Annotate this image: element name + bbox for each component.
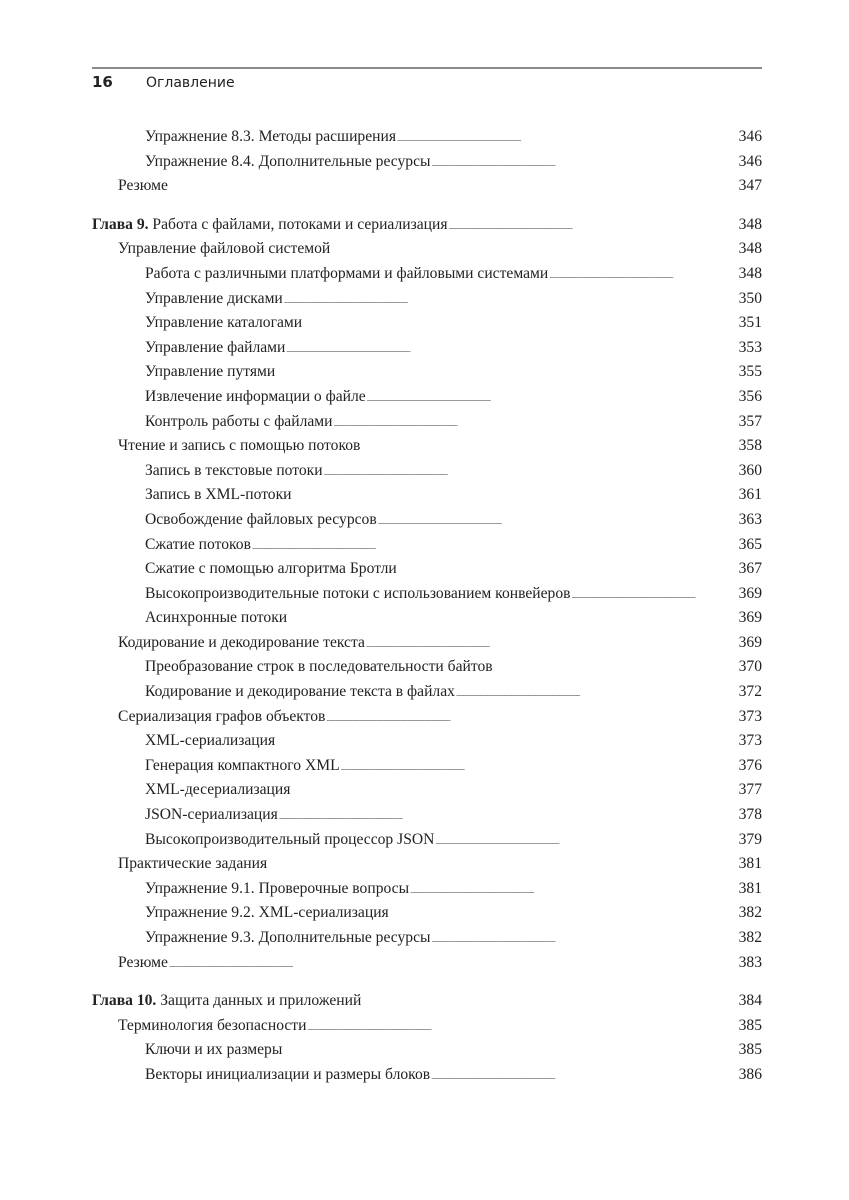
dot-leader [549, 262, 737, 278]
dot-leader [331, 238, 737, 254]
dot-leader [284, 287, 738, 303]
toc-page-number: 377 [738, 781, 762, 799]
toc-entry-label [145, 901, 389, 926]
toc-page-number: 370 [738, 658, 762, 676]
toc-entry-title: Векторы инициализации и размеры блоков [145, 1065, 431, 1083]
dot-leader [361, 435, 737, 451]
toc-entry-label [145, 508, 377, 533]
toc-subsection-entry [92, 508, 762, 533]
toc-chapter-entry [92, 213, 762, 238]
toc-entry-label [145, 655, 493, 680]
dot-leader [397, 125, 738, 141]
toc-entry-label [145, 803, 278, 828]
toc-page-number: 360 [738, 461, 762, 479]
toc-entry-label [145, 336, 285, 361]
toc-entry-title: Извлечение информации о файле [145, 387, 366, 405]
toc-entry-label [118, 951, 168, 976]
toc-subsection-entry [92, 311, 762, 336]
toc-entry-title: Сжатие с помощью алгоритма Бротли [145, 560, 397, 578]
toc-page-number: 358 [738, 437, 762, 455]
toc-subsection-entry [92, 754, 762, 779]
toc-entry-label [145, 410, 333, 435]
dot-leader [276, 361, 737, 377]
toc-page-number: 363 [738, 510, 762, 528]
toc-entry-title: Кодирование и декодирование текста [118, 633, 365, 651]
toc-entry-title: Управление файлами [145, 338, 286, 356]
toc-subsection-entry [92, 1063, 762, 1088]
dot-leader [169, 951, 738, 967]
dot-leader [431, 1063, 737, 1079]
toc-entry-label [92, 989, 361, 1014]
toc-page-number: 381 [738, 855, 762, 873]
toc-page-number: 382 [738, 904, 762, 922]
toc-section-entry [92, 237, 762, 262]
dot-leader [288, 607, 737, 623]
toc-entry-label [145, 262, 548, 287]
toc-entry-label [145, 360, 275, 385]
dot-leader [303, 312, 737, 328]
toc-entry-title: Резюме [118, 177, 168, 195]
dot-leader [283, 1039, 737, 1055]
dot-leader [432, 150, 738, 166]
toc-page-number: 355 [738, 363, 762, 381]
dot-leader [362, 990, 737, 1006]
toc-subsection-entry [92, 778, 762, 803]
toc-page-number: 378 [738, 806, 762, 824]
toc-entry-label [118, 1014, 306, 1039]
toc-entry-label [145, 778, 290, 803]
toc-page-number: 379 [738, 830, 762, 848]
toc-entry-title: Ключи и их размеры [145, 1041, 283, 1059]
toc-entry-label [118, 852, 267, 877]
toc-entry-label [145, 459, 323, 484]
toc-entry-title: Управление дисками [145, 289, 283, 307]
toc-subsection-entry [92, 729, 762, 754]
toc-entry-label [145, 828, 434, 853]
toc-entry-label [145, 1063, 430, 1088]
dot-leader [293, 484, 738, 500]
toc-entry-label [145, 125, 396, 150]
toc-page-number: 385 [738, 1041, 762, 1059]
toc-section-entry [92, 705, 762, 730]
toc-subsection-entry [92, 459, 762, 484]
toc-chapter-entry [92, 989, 762, 1014]
toc-subsection-entry [92, 125, 762, 150]
toc-entry-label [145, 483, 292, 508]
toc-subsection-entry [92, 877, 762, 902]
toc-entry-label [118, 174, 168, 199]
toc-section-entry [92, 852, 762, 877]
toc-page-number: 376 [738, 756, 762, 774]
toc-page-number: 365 [738, 535, 762, 553]
toc-entry-title: Кодирование и декодирование текста в файлах [145, 683, 455, 701]
toc-subsection-entry [92, 360, 762, 385]
toc-page-number: 357 [738, 412, 762, 430]
dot-leader [410, 877, 738, 893]
toc-entry-title: Запись в XML-потоки [145, 486, 292, 504]
dot-leader [367, 385, 738, 401]
dot-leader [324, 459, 738, 475]
page-number: 16 [92, 73, 113, 91]
dot-leader [268, 853, 737, 869]
toc-entry-label [145, 1038, 282, 1063]
toc-entry-title: Упражнение 9.1. Проверочные вопросы [145, 879, 410, 897]
toc-page-number: 385 [738, 1016, 762, 1034]
header-rule [92, 67, 762, 69]
toc-entry-title: Освобождение файловых ресурсов [145, 510, 377, 528]
toc-entry-title: Управление файловой системой [118, 240, 331, 258]
toc-entry-title: Упражнение 8.3. Методы расширения [145, 128, 396, 145]
toc-section-entry [92, 631, 762, 656]
toc-entry-title: Генерация компактного XML [145, 756, 340, 774]
dot-leader [279, 803, 738, 819]
toc-entry-title: JSON-сериализация [145, 806, 278, 824]
toc-entry-title: Упражнение 9.2. XML-сериализация [145, 904, 389, 922]
toc-page-number: 372 [738, 683, 762, 701]
toc-section-entry [92, 1014, 762, 1039]
toc-entry-label [145, 729, 275, 754]
toc-entry-title: Контроль работы с файлами [145, 412, 333, 430]
toc-subsection-entry [92, 410, 762, 435]
toc-subsection-entry [92, 901, 762, 926]
toc-entry-title: Работа с файлами, потоками и сериализация [148, 215, 448, 233]
toc-page-number: 384 [738, 992, 762, 1010]
toc-subsection-entry [92, 483, 762, 508]
toc-entry-title: Преобразование строк в последовательности байтов [145, 658, 493, 676]
toc-page-number: 348 [738, 240, 762, 258]
toc-entry-title: Высокопроизводительные потоки с использованием конвейеров [145, 584, 571, 602]
toc-page-number: 353 [738, 338, 762, 356]
toc-entry-title: Практические задания [118, 855, 268, 873]
toc-entry-label [145, 150, 431, 175]
toc-subsection-entry [92, 557, 762, 582]
toc-entry-label [145, 606, 287, 631]
toc-subsection-entry [92, 803, 762, 828]
toc-entry-title: XML-сериализация [145, 732, 276, 750]
toc-subsection-entry [92, 336, 762, 361]
dot-leader [307, 1014, 737, 1030]
toc-entry-title: Сжатие потоков [145, 535, 251, 553]
dot-leader [390, 902, 738, 918]
toc-entry-title: XML-десериализация [145, 781, 291, 799]
dot-leader [291, 779, 737, 795]
toc-entry-label [118, 434, 360, 459]
dot-leader [334, 410, 738, 426]
toc-entry-label [145, 680, 455, 705]
toc-section-entry [92, 174, 762, 199]
toc-page-number: 369 [738, 609, 762, 627]
toc-page-number: 348 [738, 264, 762, 282]
toc-entry-label [145, 385, 366, 410]
toc-page-number: 373 [738, 707, 762, 725]
dot-leader [252, 533, 738, 549]
dot-leader [366, 631, 738, 647]
toc-entry-title: Сериализация графов объектов [118, 707, 326, 725]
toc-entry-title: Упражнение 8.4. Дополнительные ресурсы [145, 152, 431, 170]
running-head [92, 73, 235, 93]
dot-leader [432, 926, 738, 942]
toc-subsection-entry [92, 150, 762, 175]
toc-entry-label [145, 557, 397, 582]
toc-subsection-entry [92, 926, 762, 951]
toc-section-entry [92, 951, 762, 976]
toc-entry-title: Асинхронные потоки [145, 609, 288, 627]
toc-entry-label [145, 877, 409, 902]
toc-section-entry [92, 434, 762, 459]
toc-page-number: 367 [738, 560, 762, 578]
toc-page-number: 373 [738, 732, 762, 750]
toc-entry-title: Чтение и запись с помощью потоков [118, 437, 361, 455]
toc-page-number: 351 [738, 314, 762, 332]
toc-entry-label [145, 533, 251, 558]
chapter-number: Глава 10. [92, 992, 157, 1010]
toc-entry-title: Запись в текстовые потоки [145, 461, 323, 479]
dot-leader [326, 705, 737, 721]
toc-subsection-entry [92, 655, 762, 680]
toc-subsection-entry [92, 582, 762, 607]
toc-entry-label [118, 705, 325, 730]
running-head-title: Оглавление [146, 75, 235, 91]
toc-entry-label [145, 287, 283, 312]
toc-entry-label [145, 311, 302, 336]
dot-leader [169, 175, 738, 191]
toc-page-number: 356 [738, 387, 762, 405]
dot-leader [456, 680, 738, 696]
toc-page-number: 386 [738, 1065, 762, 1083]
toc-page-number: 382 [738, 929, 762, 946]
toc-entry-title: Защита данных и приложений [156, 992, 362, 1010]
toc-entry-title: Высокопроизводительный процессор JSON [145, 830, 435, 848]
toc-entry-title: Управление каталогами [145, 314, 303, 332]
toc-page-number: 346 [738, 128, 762, 145]
toc-page-number: 361 [738, 486, 762, 504]
chapter-number: Глава 9. [92, 215, 149, 233]
dot-leader [378, 508, 738, 524]
toc-entry-title: Терминология безопасности [118, 1016, 307, 1034]
dot-leader [341, 754, 738, 770]
dot-leader [286, 336, 737, 352]
toc-subsection-entry [92, 385, 762, 410]
toc-entry-label [118, 237, 330, 262]
dot-leader [398, 558, 738, 574]
toc-entry-label [145, 926, 431, 951]
toc-page-number: 347 [738, 177, 762, 195]
dot-leader [435, 828, 737, 844]
toc-entry-title: Упражнение 9.3. Дополнительные ресурсы [145, 929, 431, 946]
toc-entry-title: Резюме [118, 953, 168, 971]
toc-subsection-entry [92, 828, 762, 853]
toc-entry-label [145, 582, 571, 607]
toc-subsection-entry [92, 606, 762, 631]
toc-page-number: 350 [738, 289, 762, 307]
toc-entry-title: Управление путями [145, 363, 276, 381]
toc-subsection-entry [92, 533, 762, 558]
toc-subsection-entry [92, 1038, 762, 1063]
toc-entry-title: Работа с различными платформами и файловыми системами [145, 264, 549, 282]
toc-entry-label [118, 631, 365, 656]
toc-subsection-entry [92, 680, 762, 705]
toc-page-number: 348 [738, 215, 762, 233]
dot-leader [449, 213, 738, 229]
toc-page-number: 383 [738, 953, 762, 971]
toc-subsection-entry [92, 287, 762, 312]
table-of-contents [92, 125, 762, 1088]
toc-subsection-entry [92, 262, 762, 287]
toc-page-number: 346 [738, 152, 762, 170]
toc-entry-label [92, 213, 448, 238]
dot-leader [572, 582, 738, 598]
toc-page-number: 381 [738, 879, 762, 897]
toc-page-number: 369 [738, 633, 762, 651]
toc-page-number: 369 [738, 584, 762, 602]
dot-leader [276, 730, 737, 746]
toc-entry-label [145, 754, 340, 779]
dot-leader [494, 656, 738, 672]
